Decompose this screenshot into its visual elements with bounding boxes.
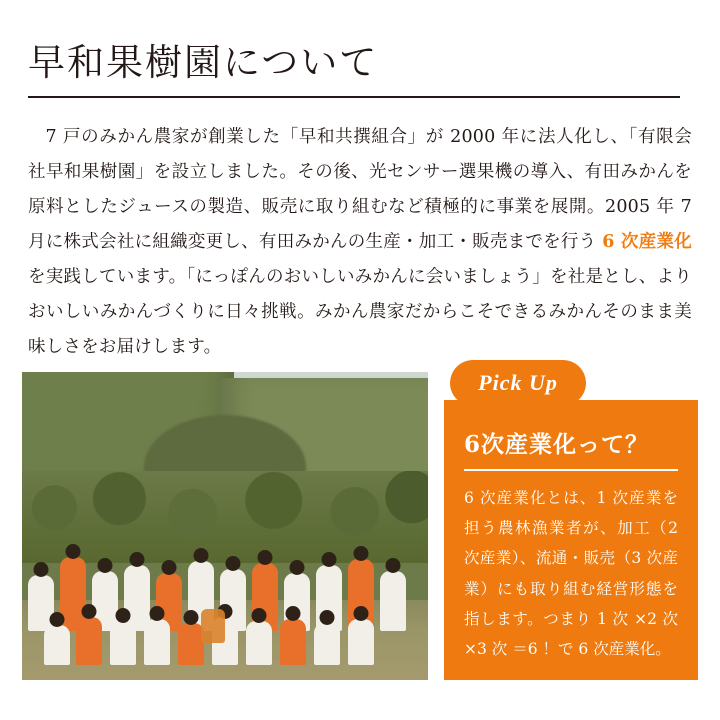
photo-person	[110, 621, 136, 665]
photo-mascot	[201, 609, 225, 643]
pickup-panel	[444, 400, 698, 680]
pickup-body: 6 次産業化とは、1 次産業を担う農林漁業者が、加工（2 次産業）、流通・販売（3 次産業）にも取り組む経営形態を指します。つまり 1 次 ×2 次 ×3 次 ＝6 ！で 6 次産業化。	[464, 489, 678, 659]
lower-section	[22, 372, 698, 680]
intro-text-part1: 7 戸のみかん農家が創業した「早和共撰組合」が 2000 年に法人化し、「有限会社早和果樹園」を設立しました。その後、光センサー選果機の導入、有田みかんを原料としたジュースの製造、販売に取り組むなど積極的に事業を展開。2005 年 7 月に株式会社に組織変更し、有田みかんの生産・加工・販売までを行う	[28, 127, 692, 252]
photo-person	[144, 619, 170, 665]
intro-paragraph	[28, 120, 692, 365]
title-underline	[28, 96, 680, 98]
pickup-badge: Pick Up	[450, 360, 586, 406]
intro-text-part2: を実践しています。「にっぽんのおいしいみかんに会いましょう」を社是とし、よりおいしいみかんづくりに日々挑戦。みかん農家だからこそできるみかんそのまま美味しさをお届けします。	[28, 267, 692, 357]
page-title: 早和果樹園について	[28, 41, 379, 84]
pickup-panel-wrapper	[444, 372, 698, 680]
photo-people-group	[22, 471, 428, 631]
team-photo	[22, 372, 428, 680]
photo-person	[380, 571, 406, 631]
intro-highlight: 6 次産業化	[602, 232, 692, 252]
photo-person	[348, 619, 374, 665]
photo-person	[314, 623, 340, 665]
photo-person	[280, 619, 306, 665]
photo-person	[44, 625, 70, 665]
pickup-title: 6次産業化って？	[464, 426, 678, 471]
photo-person	[246, 621, 272, 665]
photo-person	[76, 617, 102, 665]
